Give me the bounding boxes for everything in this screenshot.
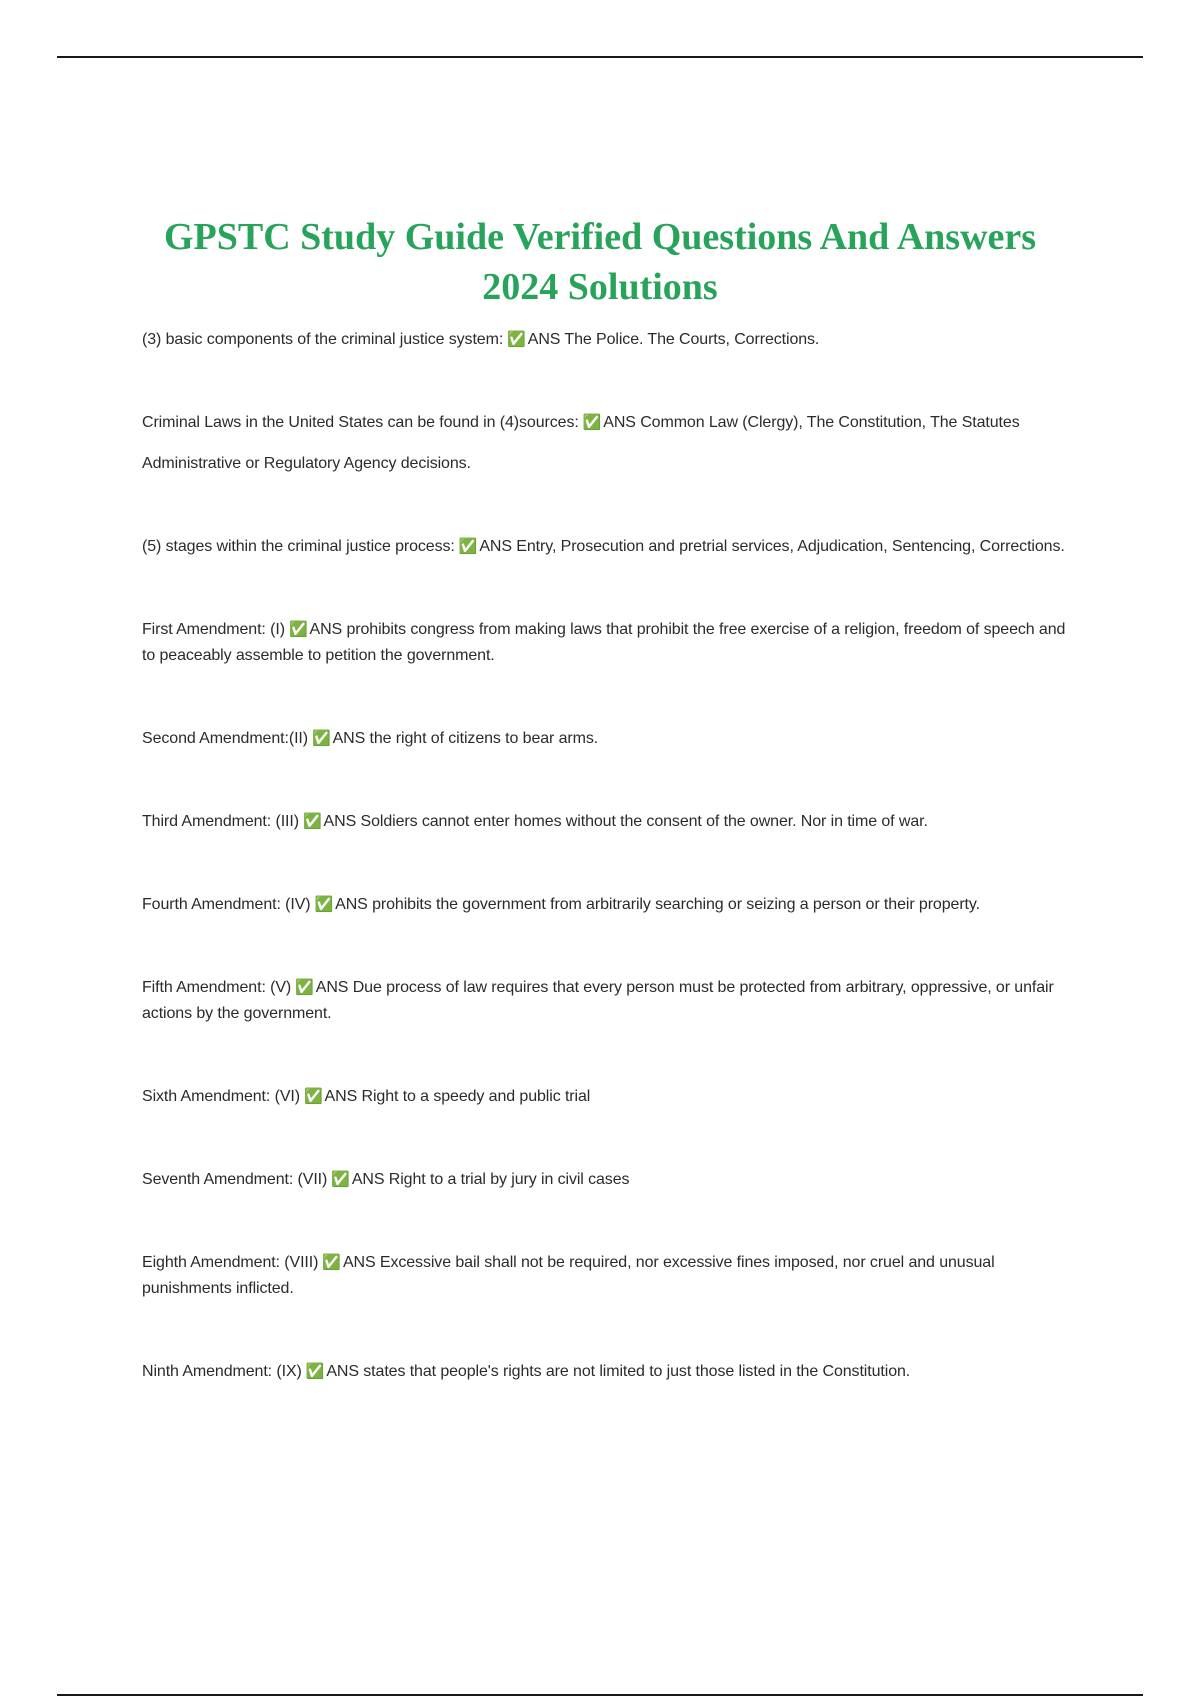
question-text: Fourth Amendment: (IV) [142,896,311,913]
qa-item [142,1359,1072,1385]
answer-text: ANS The Police. The Courts, Corrections. [527,331,820,348]
answer-text: ANS Common Law (Clergy), The Constitution, The Statutes [603,414,1020,431]
check-icon: ✅ [312,730,331,747]
check-icon: ✅ [295,979,314,996]
question-text: Eighth Amendment: (VIII) [142,1254,319,1271]
answer-text: ANS prohibits congress from making laws that prohibit the free exercise of a religion, freedom of speech and to peaceably assemble to petition the government. [142,621,1066,664]
check-icon: ✅ [582,414,602,431]
qa-item [142,617,1072,669]
qa-item [142,1250,1072,1302]
answer-text: ANS states that people's rights are not limited to just those listed in the Constitution. [326,1363,911,1380]
title-line-1: GPSTC Study Guide Verified Questions And Answers [163,216,1037,258]
check-icon: ✅ [458,538,478,555]
check-icon: ✅ [314,896,334,913]
question-text: (3) basic components of the criminal justice system: [142,331,504,348]
question-text: Seventh Amendment: (VII) [142,1171,328,1188]
qa-list [142,327,1072,1385]
answer-text: ANS Excessive bail shall not be required, nor excessive fines imposed, nor cruel and unusual punishments inflicted. [142,1254,995,1297]
answer-text: ANS Due process of law requires that every person must be protected from arbitrary, oppressive, or unfair actions by the government. [142,979,1054,1022]
qa-item [142,534,1072,560]
question-text: First Amendment: (I) [142,621,285,638]
qa-continuation: Administrative or Regulatory Agency decisions. [142,455,471,472]
answer-text: ANS Soldiers cannot enter homes without the consent of the owner. Nor in time of war. [323,813,928,830]
qa-item [142,1167,1072,1193]
check-icon: ✅ [302,813,322,830]
qa-item [142,975,1072,1027]
qa-item [142,1084,1072,1110]
answer-text: ANS the right of citizens to bear arms. [332,730,599,747]
qa-item [142,809,1072,835]
check-icon: ✅ [331,1171,350,1188]
title-line-2: 2024 Solutions [482,266,718,308]
question-text: Ninth Amendment: (IX) [142,1363,302,1380]
qa-item [142,410,1072,436]
check-icon: ✅ [305,1363,325,1380]
check-icon: ✅ [288,621,308,638]
check-icon: ✅ [507,331,526,348]
answer-text: ANS Entry, Prosecution and pretrial services, Adjudication, Sentencing, Corrections. [479,538,1065,555]
question-text: Criminal Laws in the United States can be found in (4)sources: [142,414,579,431]
answer-text: ANS Right to a trial by jury in civil cases [351,1171,630,1188]
header-rule [57,56,1143,58]
question-text: Fifth Amendment: (V) [142,979,292,996]
answer-text: ANS prohibits the government from arbitrarily searching or seizing a person or their property. [335,896,980,913]
check-icon: ✅ [322,1254,341,1271]
document-title [100,212,1100,312]
qa-item [142,892,1072,918]
qa-item [142,327,1072,353]
check-icon: ✅ [303,1088,323,1105]
qa-item [142,726,1072,752]
answer-text: ANS Right to a speedy and public trial [324,1088,591,1105]
footer-rule [57,1694,1143,1696]
question-text: Sixth Amendment: (VI) [142,1088,300,1105]
question-text: (5) stages within the criminal justice process: [142,538,455,555]
question-text: Third Amendment: (III) [142,813,299,830]
question-text: Second Amendment:(II) [142,730,308,747]
